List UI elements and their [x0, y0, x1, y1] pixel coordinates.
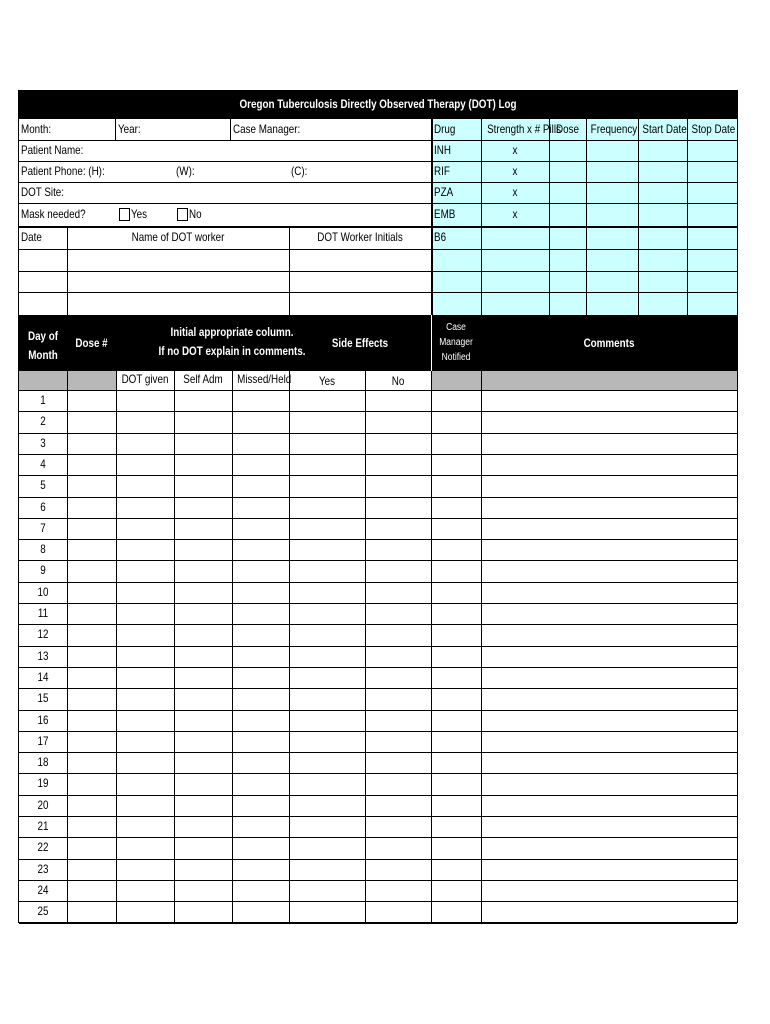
- day-number: 17: [37, 733, 49, 748]
- grid-row-line: [19, 539, 737, 540]
- day-of-month-header: [23, 327, 62, 365]
- grid-row-line: [19, 411, 737, 412]
- drug-strength: x: [512, 143, 518, 157]
- day-number: 12: [37, 627, 49, 642]
- grid-row-line: [19, 390, 737, 391]
- phone-home-label: Patient Phone: (H):: [21, 164, 105, 178]
- day-number: 23: [37, 861, 49, 876]
- drug-name: EMB: [434, 207, 456, 221]
- day-number: 10: [37, 584, 49, 599]
- grid-row-line: [19, 710, 737, 711]
- day-number: 14: [37, 669, 49, 684]
- grid-row-line: [19, 475, 737, 476]
- mask-needed-label: Mask needed?: [21, 207, 86, 221]
- mask-yes-option[interactable]: [119, 207, 151, 221]
- grid-row-line: [19, 773, 737, 774]
- day-number: 11: [37, 606, 49, 620]
- day-number: 4: [40, 456, 46, 471]
- day-number: 21: [37, 819, 49, 833]
- drug-table-bg: [432, 119, 737, 315]
- day-number: 24: [37, 882, 49, 897]
- grid-row-line: [19, 688, 737, 689]
- day-number: 1: [40, 393, 46, 407]
- side-effects-no-col: No: [391, 374, 405, 388]
- comments-header: Comments: [583, 336, 635, 350]
- strength-col-header: Strength x # Pills: [487, 122, 561, 136]
- case-manager-label: Case Manager:: [233, 122, 301, 136]
- dose-col-header: Dose: [556, 122, 579, 136]
- day-number: 7: [40, 520, 46, 535]
- drug-name: INH: [434, 143, 451, 157]
- day-number: 25: [37, 904, 49, 919]
- subheader-grey-right: [431, 371, 737, 390]
- grid-row-line: [19, 731, 737, 732]
- form-title: Oregon Tuberculosis Directly Observed Therapy (DOT) Log: [239, 97, 517, 111]
- date-col-header: Date: [21, 230, 42, 244]
- dose-num-header: Dose #: [75, 336, 108, 350]
- mask-no-checkbox[interactable]: [177, 208, 188, 221]
- grid-row-line: [19, 901, 737, 902]
- drug-strength: x: [512, 164, 518, 178]
- phone-cell-label: (C):: [291, 164, 308, 178]
- grid-row-line: [19, 816, 737, 817]
- title-bar: [19, 91, 737, 119]
- day-number: 19: [37, 776, 49, 791]
- mask-yes-label: Yes: [131, 207, 148, 221]
- worker-initials-col-header: DOT Worker Initials: [317, 230, 403, 244]
- grid-row-line: [19, 603, 737, 604]
- grid-row-line: [19, 795, 737, 796]
- self-adm-col: Self Adm: [183, 372, 223, 386]
- frequency-col-header: Frequency: [590, 122, 638, 136]
- day-number: 22: [37, 840, 49, 855]
- grid-row-line: [19, 667, 737, 668]
- dot-log-form: [18, 90, 738, 923]
- case-manager-notified-header: Case Manager Notified: [439, 322, 473, 363]
- day-number: 3: [40, 435, 46, 450]
- grid-row-line: [19, 923, 737, 924]
- grid-row-line: [19, 560, 737, 561]
- missed-held-col: Missed/Held: [237, 372, 292, 386]
- drug-strength: x: [512, 207, 518, 221]
- day-number: 15: [37, 691, 49, 706]
- dot-site-label: DOT Site:: [21, 185, 65, 199]
- grid-row-line: [19, 518, 737, 519]
- phone-work-label: (W):: [176, 164, 195, 178]
- side-effects-yes-col: Yes: [318, 374, 336, 388]
- grid-row-line: [19, 624, 737, 625]
- day-number: 2: [40, 414, 46, 429]
- mask-no-label: No: [189, 207, 202, 221]
- month-label: Month:: [21, 122, 52, 136]
- grid-row-line: [19, 880, 737, 881]
- grid-row-line: [19, 454, 737, 455]
- grid-row-line: [19, 646, 737, 647]
- drug-strength: x: [512, 185, 518, 199]
- day-number: 8: [40, 542, 46, 557]
- day-number: 16: [37, 712, 49, 727]
- initial-instruction-line1: Initial appropriate column.: [170, 325, 294, 339]
- stop-date-col-header: Stop Date: [691, 122, 736, 136]
- drug-name: B6: [434, 230, 447, 244]
- patient-name-label: Patient Name:: [21, 143, 84, 157]
- side-effects-header: Side Effects: [331, 336, 389, 350]
- mask-no-option[interactable]: [177, 207, 204, 221]
- mask-yes-checkbox[interactable]: [119, 208, 130, 221]
- day-number: 18: [37, 755, 49, 770]
- dot-given-col: DOT given: [121, 372, 169, 386]
- drug-name: PZA: [434, 185, 454, 199]
- drug-col-header: Drug: [434, 122, 456, 136]
- grid-row-line: [19, 497, 737, 498]
- initial-instruction-line2: If no DOT explain in comments.: [158, 344, 306, 358]
- day-number: 6: [40, 499, 46, 514]
- start-date-col-header: Start Date: [642, 122, 687, 136]
- worker-name-col-header: Name of DOT worker: [131, 230, 225, 244]
- grid-row-line: [19, 837, 737, 838]
- day-number: 13: [37, 648, 49, 663]
- grid-row-line: [19, 582, 737, 583]
- year-label: Year:: [118, 122, 141, 136]
- day-of-month-text: Day of Month: [27, 329, 59, 362]
- day-number: 20: [37, 797, 49, 812]
- grid-row-line: [19, 859, 737, 860]
- grid-row-line: [19, 752, 737, 753]
- grid-row-line: [19, 433, 737, 434]
- day-number: 5: [40, 478, 46, 493]
- drug-name: RIF: [434, 164, 450, 178]
- day-number: 9: [40, 563, 46, 578]
